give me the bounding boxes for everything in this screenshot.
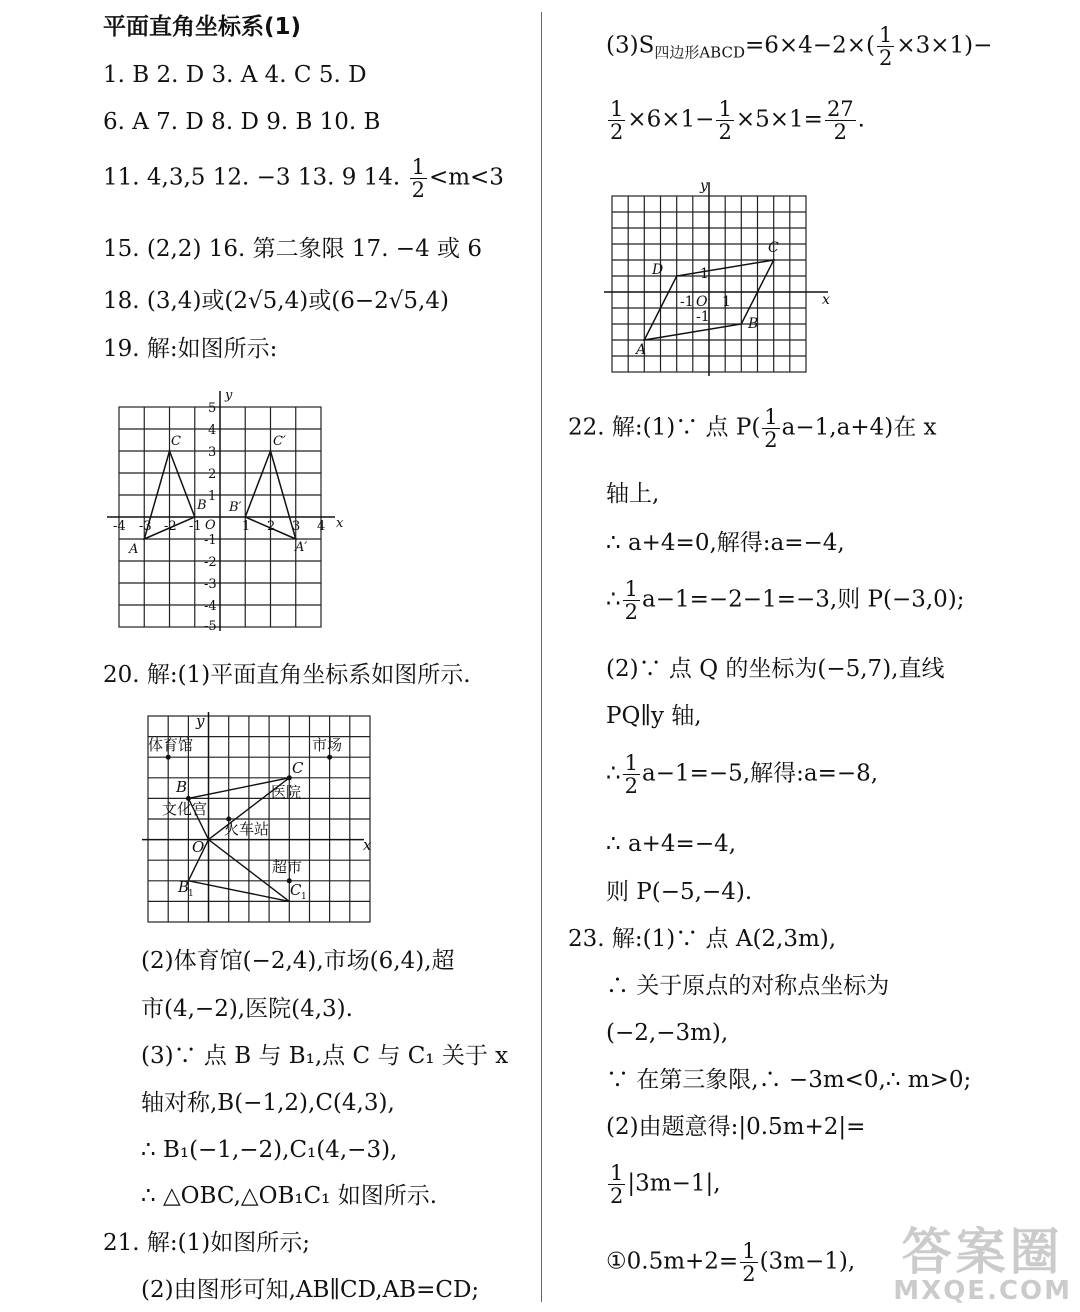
q23-line2: ∴ 关于原点的对称点坐标为 [606,973,890,999]
q23-line7: ①0.5m+2= $\frac{1}{2}$ (3m−1), [606,1239,856,1287]
svg-text:2: 2 [267,519,276,534]
svg-text:-3: -3 [204,577,217,592]
svg-text:3: 3 [208,445,217,460]
q22-line3: ∴ a+4=0,解得:a=−4, [606,530,845,556]
q22-line8: ∴ a+4=−4, [606,831,737,857]
svg-text:y: y [700,178,708,194]
section-title: 平面直角坐标系(1) [103,14,302,40]
answers-row-1: 1. B 2. D 3. A 4. C 5. D [103,62,367,88]
q22-line2: 轴上, [606,481,660,507]
q22-line6: PQ∥y 轴, [606,703,702,729]
figure-19-grid [103,383,343,633]
svg-text:O: O [696,294,708,310]
figure-20-map [140,710,380,922]
svg-text:A′: A′ [295,540,308,555]
axis-x-label: x [336,516,344,531]
label-market: 市场 [312,736,343,754]
svg-text:-1: -1 [204,533,217,548]
svg-text:4: 4 [208,423,217,438]
q20-part3c: ∴ B₁(−1,−2),C₁(4,−3), [141,1137,398,1163]
row3-tail: <m<3 [428,164,504,191]
q20-part2a: (2)体育馆(−2,4),市场(6,4),超 [141,948,455,974]
svg-text:-2: -2 [204,555,217,570]
svg-text:B: B [748,316,759,332]
svg-text:B: B [176,778,188,796]
svg-text:4: 4 [317,519,326,534]
q22-line4: ∴ $\frac{1}{2}$ a−1=−2−1=−3,则 P(−3,0); [606,577,965,625]
svg-text:1: 1 [188,889,194,899]
q21-part2: (2)由图形可知,AB∥CD,AB=CD; [141,1277,480,1303]
axis-y-label: y [225,388,233,403]
svg-text:O: O [192,838,205,856]
q21-part3a: $(3)S_{四边形ABCD}=6\times 4-2\times$( $\frac{1}{2}$ ×3×1)− [606,23,993,71]
svg-text:-4: -4 [113,519,126,534]
q20-part1: 20. 解:(1)平面直角坐标系如图所示. [103,662,471,688]
q23-line4: ∵ 在第三象限,∴ −3m<0,∴ m>0; [606,1067,972,1093]
svg-text:C: C [292,759,304,777]
svg-text:-1: -1 [696,309,710,325]
answers-row-5: 18. (3,4)或(2√5,4)或(6−2√5,4) [103,288,449,314]
q20-part3d: ∴ △OBC,△OB₁C₁ 如图所示. [141,1183,438,1209]
svg-text:-1: -1 [189,519,202,534]
svg-text:B: B [178,878,190,896]
q22-line7: ∴ $\frac{1}{2}$ a−1=−5,解得:a=−8, [606,751,879,799]
svg-text:A: A [636,342,647,358]
svg-text:-3: -3 [139,519,152,534]
svg-text:1: 1 [242,519,251,534]
q23-line3: (−2,−3m), [606,1020,729,1046]
svg-text:-2: -2 [164,519,177,534]
svg-text:2: 2 [208,467,217,482]
watermark-logo: 答案圈 MXQE.COM [893,1223,1072,1307]
svg-text:y: y [196,712,205,730]
q20-part2b: 市(4,−2),医院(4,3). [141,996,353,1022]
svg-text:1: 1 [208,489,217,504]
q23-line5: (2)由题意得:|0.5m+2|= [606,1114,866,1140]
svg-text:-5: -5 [204,619,217,634]
svg-text:x: x [822,292,830,308]
answers-row-3 [103,156,504,201]
q20-part3b: 轴对称,B(−1,2),C(4,3), [141,1090,395,1116]
svg-text:D: D [652,262,664,278]
svg-text:A: A [129,542,139,557]
svg-text:1: 1 [301,892,307,902]
q23-line1: 23. 解:(1)∵ 点 A(2,3m), [568,926,837,952]
svg-text:C: C [290,881,302,899]
svg-text:C: C [768,240,779,256]
q20-part3a: (3)∵ 点 B 与 B₁,点 C 与 C₁ 关于 x [141,1043,509,1069]
q22-line9: 则 P(−5,−4). [606,879,753,905]
svg-text:C: C [171,434,181,449]
answers-row-4: 15. (2,2) 16. 第二象限 17. −4 或 6 [103,236,482,262]
svg-text:C′: C′ [273,434,286,449]
row3-text: 11. 4,3,5 12. −3 13. 9 14. [103,164,408,191]
q22-line1: 22. 解:(1)∵ 点 P( $\frac{1}{2}$ a−1,a+4)在 x [568,405,937,453]
svg-text:3: 3 [292,519,301,534]
label-gym: 体育馆 [148,736,194,754]
q23-line6: $\frac{1}{2}$ |3m−1|, [610,1161,721,1209]
figure-21-parallelogram [600,178,840,378]
q21-part1: 21. 解:(1)如图所示; [103,1230,310,1256]
svg-text:1: 1 [722,294,731,310]
svg-text:x: x [363,836,372,854]
origin-label: O [205,518,216,533]
label-culture: 文化宫 [162,800,208,818]
column-divider [541,12,542,1302]
q21-part3b: $\frac{1}{2}$ ×6×1− $\frac{1}{2}$ ×5×1= $\frac{27}{2}$ . [610,97,865,145]
answers-row-2: 6. A 7. D 8. D 9. B 10. B [103,109,381,135]
q19-heading: 19. 解:如图所示: [103,336,278,362]
svg-text:1: 1 [700,266,709,282]
svg-text:B: B [197,498,207,513]
label-supermarket: 超市 [272,858,303,876]
svg-text:5: 5 [208,401,217,416]
svg-text:-1: -1 [680,294,694,310]
svg-text:B′: B′ [229,500,242,515]
label-station: 火车站 [224,820,270,838]
q22-line5: (2)∵ 点 Q 的坐标为(−5,7),直线 [606,656,945,682]
fraction-half: $\frac{1}{2}$ [411,155,425,203]
label-hospital: 医院 [271,783,302,801]
svg-text:-4: -4 [204,599,217,614]
